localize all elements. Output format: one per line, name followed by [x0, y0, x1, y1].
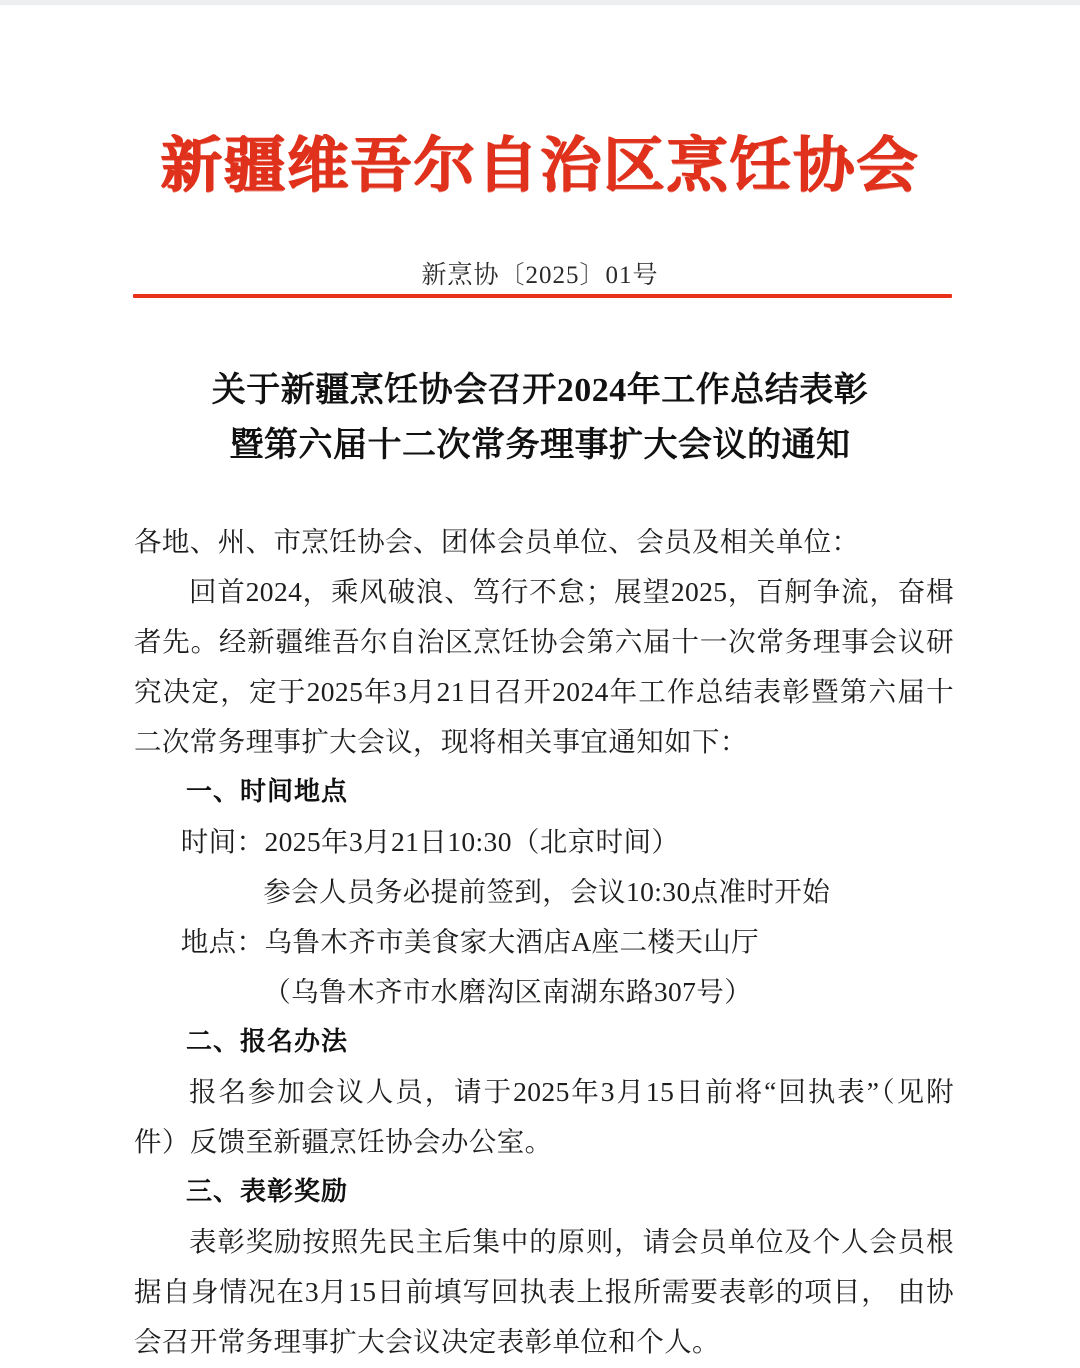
document-body — [134, 517, 954, 1367]
section-2-paragraph: 报名参加会议人员，请于2025年3月15日前将“回执表”（见附件）反馈至新疆烹饪协会办公室。 — [134, 1076, 954, 1157]
organization-name: 新疆维吾尔自治区烹饪协会 — [160, 133, 920, 199]
intro-paragraph: 回首2024，乘风破浪、笃行不怠；展望2025，百舸争流，奋楫者先。经新疆维吾尔自治区烹饪协会第六届十一次常务理事会议研究决定，定于2025年3月21日召开2024年工作总结表彰暨第六届十二次常务理事扩大会议，现将相关事宜通知如下： — [134, 576, 954, 757]
section-1-line-signin: 参会人员务必提前签到，会议10:30点准时开始 — [263, 876, 831, 907]
section-3-paragraph: 表彰奖励按照先民主后集中的原则，请会员单位及个人会员根据自身情况在3月15日前填写回执表上报所需要表彰的项目， 由协会召开常务理事扩大会议决定表彰单位和个人。 — [134, 1226, 954, 1357]
document-page — [0, 5, 1080, 1368]
section-heading-1: 一、时间地点 — [186, 777, 349, 807]
salutation: 各地、州、市烹饪协会、团体会员单位、会员及相关单位： — [134, 526, 860, 557]
red-divider-rule — [133, 294, 952, 298]
page-title-line-1: 关于新疆烹饪协会召开2024年工作总结表彰 — [211, 372, 869, 409]
page-title — [115, 363, 965, 473]
section-heading-2: 二、报名办法 — [186, 1027, 349, 1057]
section-1-line-address: （乌鲁木齐市水磨沟区南湖东路307号） — [263, 976, 753, 1007]
masthead — [0, 133, 1080, 200]
document-number: 新烹协〔2025〕01号 — [421, 262, 659, 289]
section-1-line-venue: 地点：乌鲁木齐市美食家大酒店A座二楼天山厅 — [180, 926, 760, 957]
section-heading-3: 三、表彰奖励 — [186, 1177, 349, 1207]
page-title-line-2: 暨第六届十二次常务理事扩大会议的通知 — [229, 427, 851, 465]
section-1-line-time: 时间：2025年3月21日10:30（北京时间） — [180, 826, 680, 857]
